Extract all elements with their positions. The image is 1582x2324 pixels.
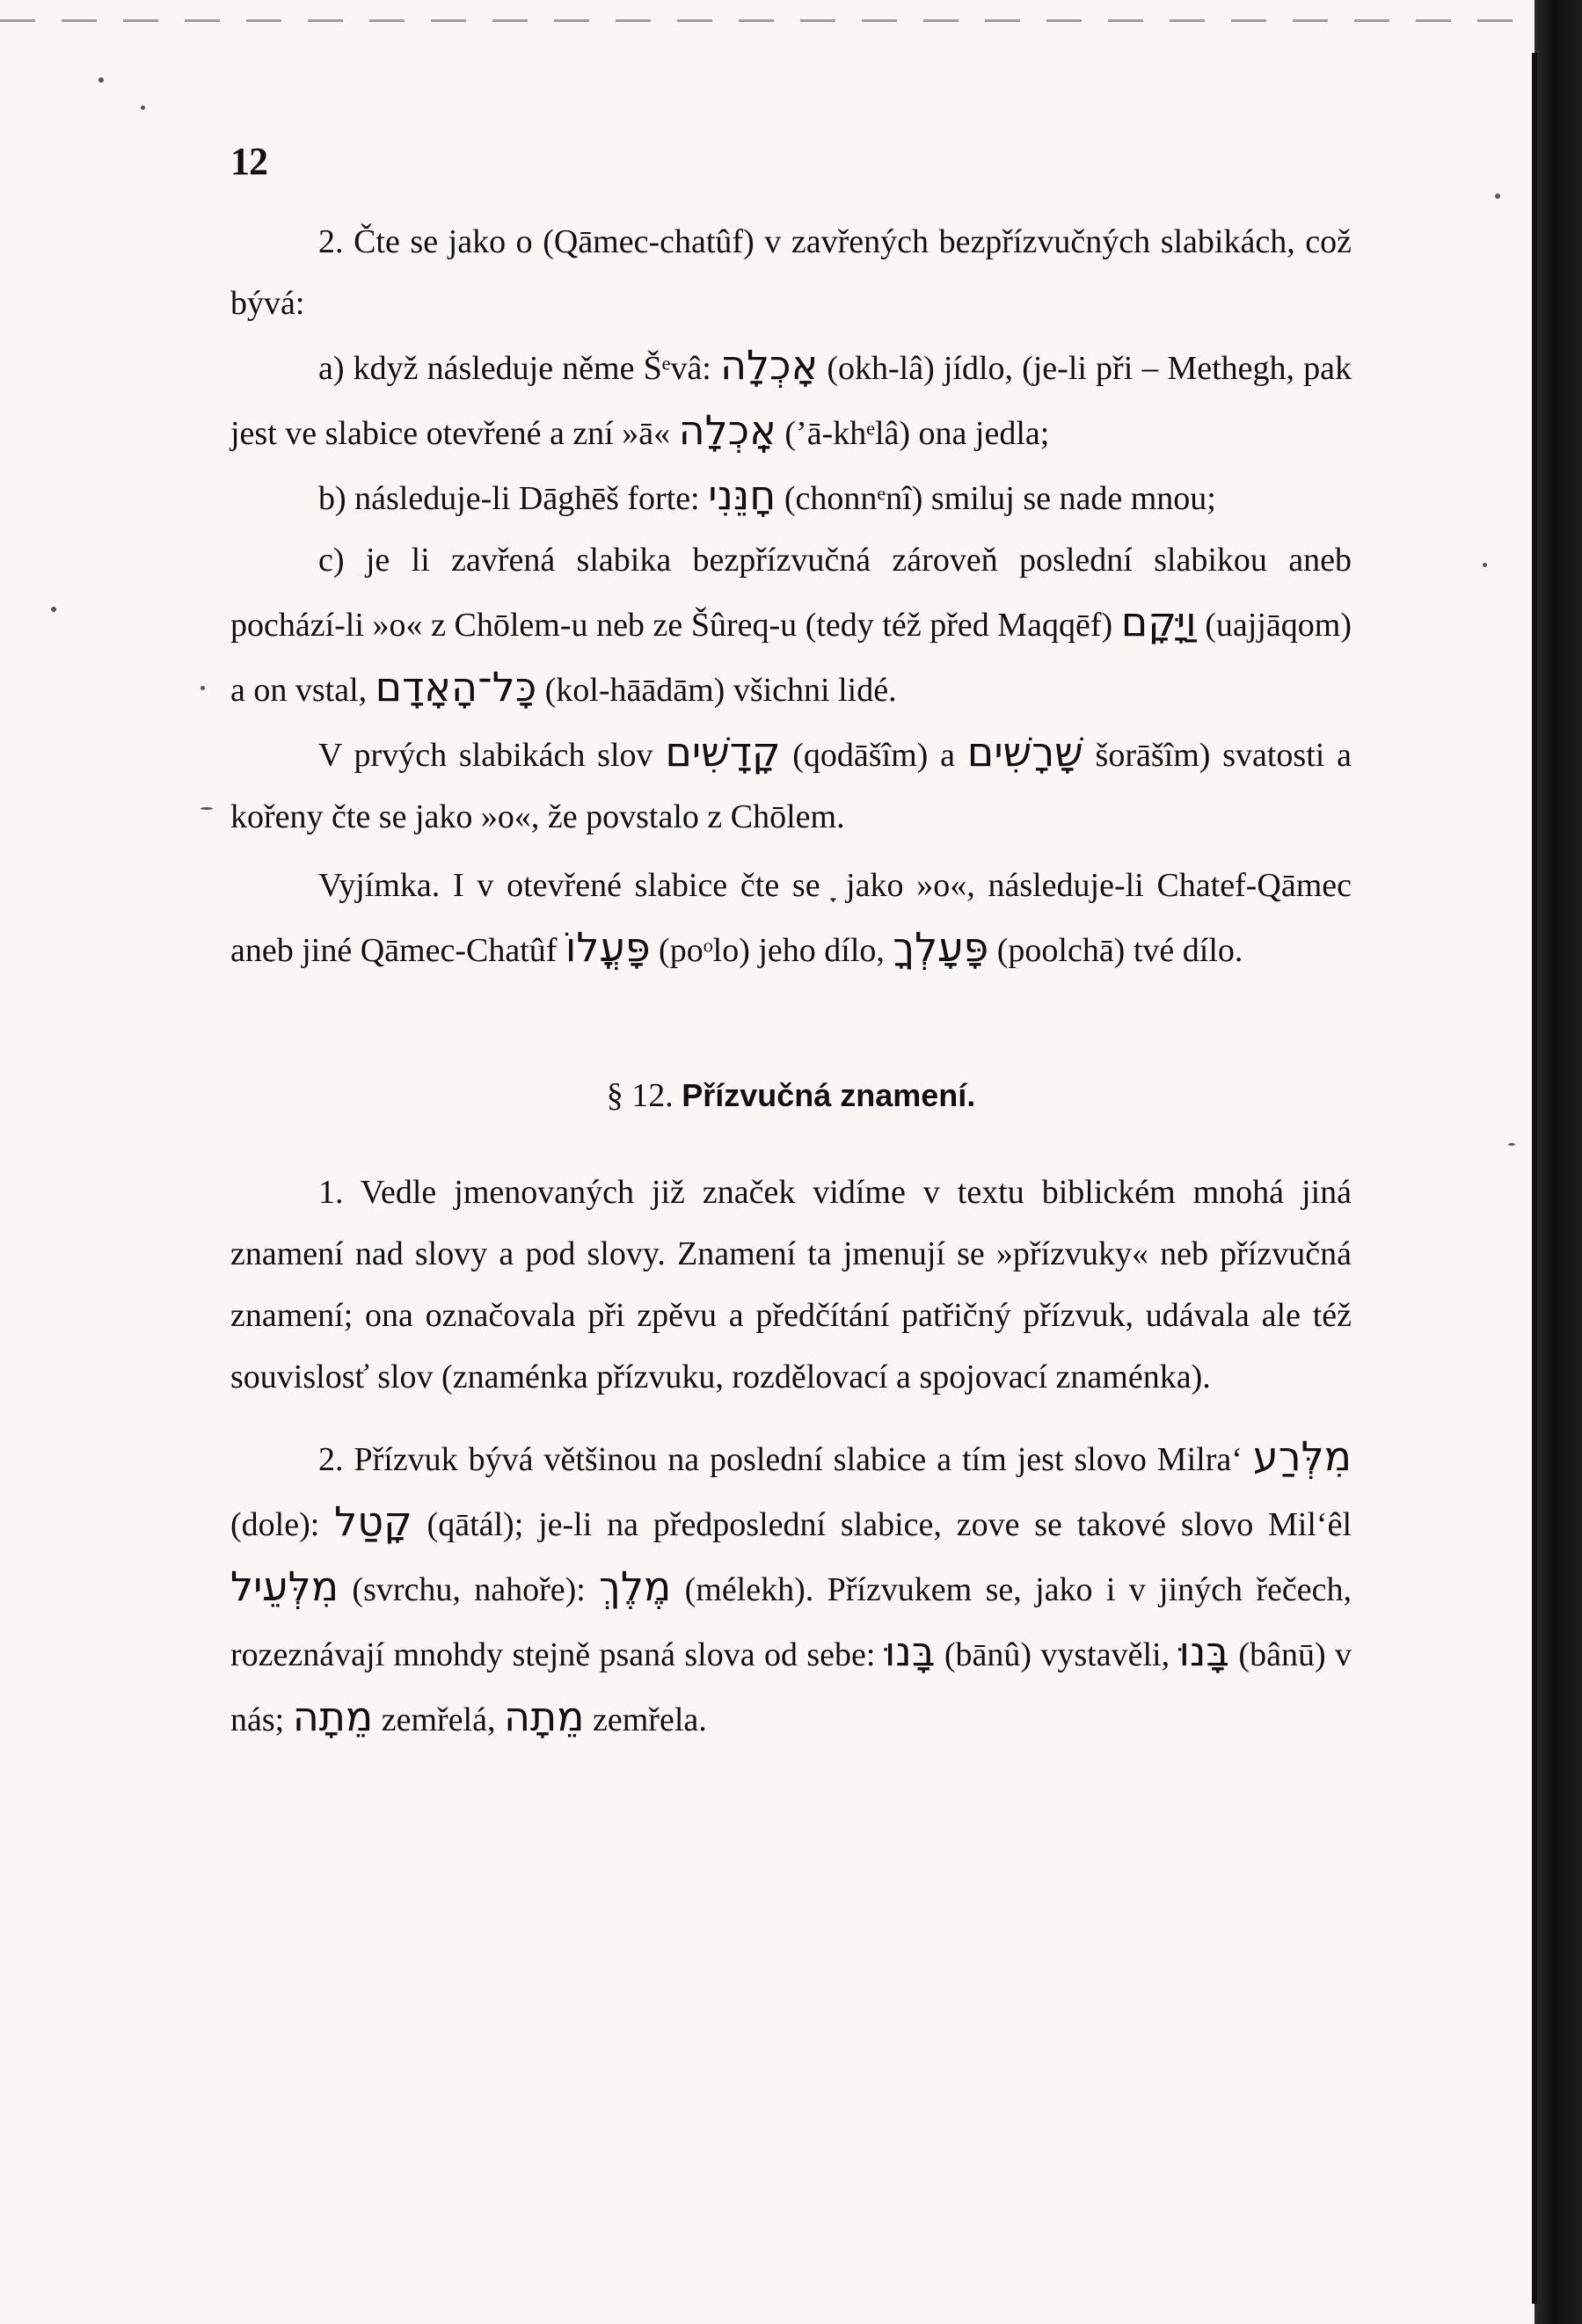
page-edge-line <box>1532 53 1537 2304</box>
text: (’ā-khᵉlâ) ona jedla; <box>776 415 1050 452</box>
hebrew-word: מִלְּעֵיל <box>230 1563 339 1610</box>
text: a) když následuje něme Šᵉvâ: <box>318 350 720 387</box>
top-edge-rule <box>0 19 1535 22</box>
text: šorāšîm) svatosti a kořeny čte se jako »o«, že povstalo z Chōlem. <box>230 737 1352 835</box>
hebrew-word: אָכְלָה <box>719 341 819 389</box>
scan-speck <box>98 77 104 83</box>
book-binding-shadow <box>1535 0 1582 2324</box>
section-heading <box>230 1065 1352 1126</box>
paragraph-exception <box>230 855 1352 981</box>
paragraph-3 <box>230 721 1352 848</box>
hebrew-word: וַיָּקָם <box>1120 598 1197 645</box>
hebrew-word: פָּעֳלוֹ <box>565 923 651 971</box>
hebrew-word: קָטַל <box>334 1497 412 1545</box>
scan-speck <box>141 106 145 110</box>
text: zemřela. <box>584 1701 707 1738</box>
paragraph-2c <box>230 529 1352 721</box>
scan-speck <box>1495 193 1500 199</box>
paragraph-1 <box>230 211 1352 334</box>
text: (mélekh). Přízvukem se, jako i v jiných řečech, rozeznávají mnohdy stejně psaná slova od sebe: <box>230 1571 1352 1673</box>
text: Vyjímka. I v otevřené slabice čte se ָ jako »o«, následuje-li Chatef-Qāmec aneb jiné Qāmec-Chatûf <box>230 867 1352 969</box>
text: (uajjāqom) a on vstal, <box>230 607 1352 709</box>
text: (poᵒlo) jeho dílo, <box>650 932 893 969</box>
text: (qātál); je-li na předposlední slabice, zove se takové slovo Mil‘êl <box>412 1506 1352 1543</box>
scan-speck <box>200 807 213 810</box>
text: (dole): <box>230 1506 335 1543</box>
hebrew-word: אָֽכְלָה <box>678 406 776 454</box>
text: (kol-hāādām) všichni lidé. <box>536 672 897 709</box>
text: V prvých slabikách slov <box>318 737 666 774</box>
text: 1. Vedle jmenovaných již značek vidíme v textu biblickém mnohá jiná znamení nad slovy a pod slovy. Znamení ta jmenují se »přízvuky« neb přízvučná znamení; ona označovala při zpěvu a předčítání patřičný přízvuk, udávala ale též souvislosť slov (znaménka přízvuku, rozdělovací a spojovací znaménka). <box>230 1174 1352 1395</box>
hebrew-word: חָנֵּנִי <box>708 471 776 519</box>
paragraph-accents-2 <box>230 1425 1352 1751</box>
section-number: 12. <box>631 1077 674 1114</box>
text: c) je li zavřená slabika bezpřízvučná zároveň poslední slabikou aneb pochází-li »o« z Chōlem-u neb ze Šûreq-u (tedy též před Maqqēf) <box>230 542 1352 644</box>
paragraph-accents-1 <box>230 1162 1352 1408</box>
hebrew-word: בָּנוּ <box>1178 1628 1230 1675</box>
text: (qodāšîm) a <box>780 737 967 774</box>
page-number: 12 <box>230 140 267 183</box>
text: 2. Čte se jako o (Qāmec-chatûf) v zavřených bezpřízvučných slabikách, což bývá: <box>230 223 1352 322</box>
hebrew-word: כָּל־הָאָדָם <box>375 663 537 710</box>
hebrew-word: מֵתָה <box>503 1693 585 1740</box>
section-symbol: § <box>606 1077 623 1114</box>
hebrew-word: מִלְּרַע <box>1252 1432 1352 1480</box>
text: (poolchā) tvé dílo. <box>988 932 1243 969</box>
hebrew-word: מֶלֶךְ <box>599 1563 672 1610</box>
text: (okh-lâ) jídlo, (je-li při ⎯ Methegh, pak jest ve slabice otevřené a zní »ā« <box>230 350 1352 452</box>
scan-speck <box>1483 563 1487 567</box>
text: (chonnᵉnî) smiluj se nade mnou; <box>776 480 1216 517</box>
text: (bânū) v nás; <box>230 1636 1352 1738</box>
hebrew-word: מֵתָה <box>292 1693 374 1740</box>
text: zemřelá, <box>373 1701 504 1738</box>
hebrew-word: בָּנוּ <box>884 1628 936 1675</box>
text: 2. Přízvuk bývá většinou na poslední slabice a tím jest slovo Milra‘ <box>318 1441 1253 1478</box>
paragraph-2b <box>230 464 1352 529</box>
text: (bānû) vystavěli, <box>935 1636 1179 1673</box>
scan-speck <box>200 686 205 690</box>
scan-speck <box>51 607 56 612</box>
page-content <box>230 211 1352 1751</box>
scan-speck <box>1508 1143 1515 1146</box>
section-title: Přízvučná znamení. <box>682 1077 976 1113</box>
text: b) následuje-li Dāghēš forte: <box>318 480 709 517</box>
hebrew-word: קָדָשִׁים <box>665 728 781 776</box>
hebrew-word: פָּעָלְךָ <box>893 923 989 971</box>
hebrew-word: שָׁרָשִׁים <box>966 728 1083 776</box>
paragraph-2a <box>230 334 1352 464</box>
text: (svrchu, nahoře): <box>339 1571 600 1608</box>
